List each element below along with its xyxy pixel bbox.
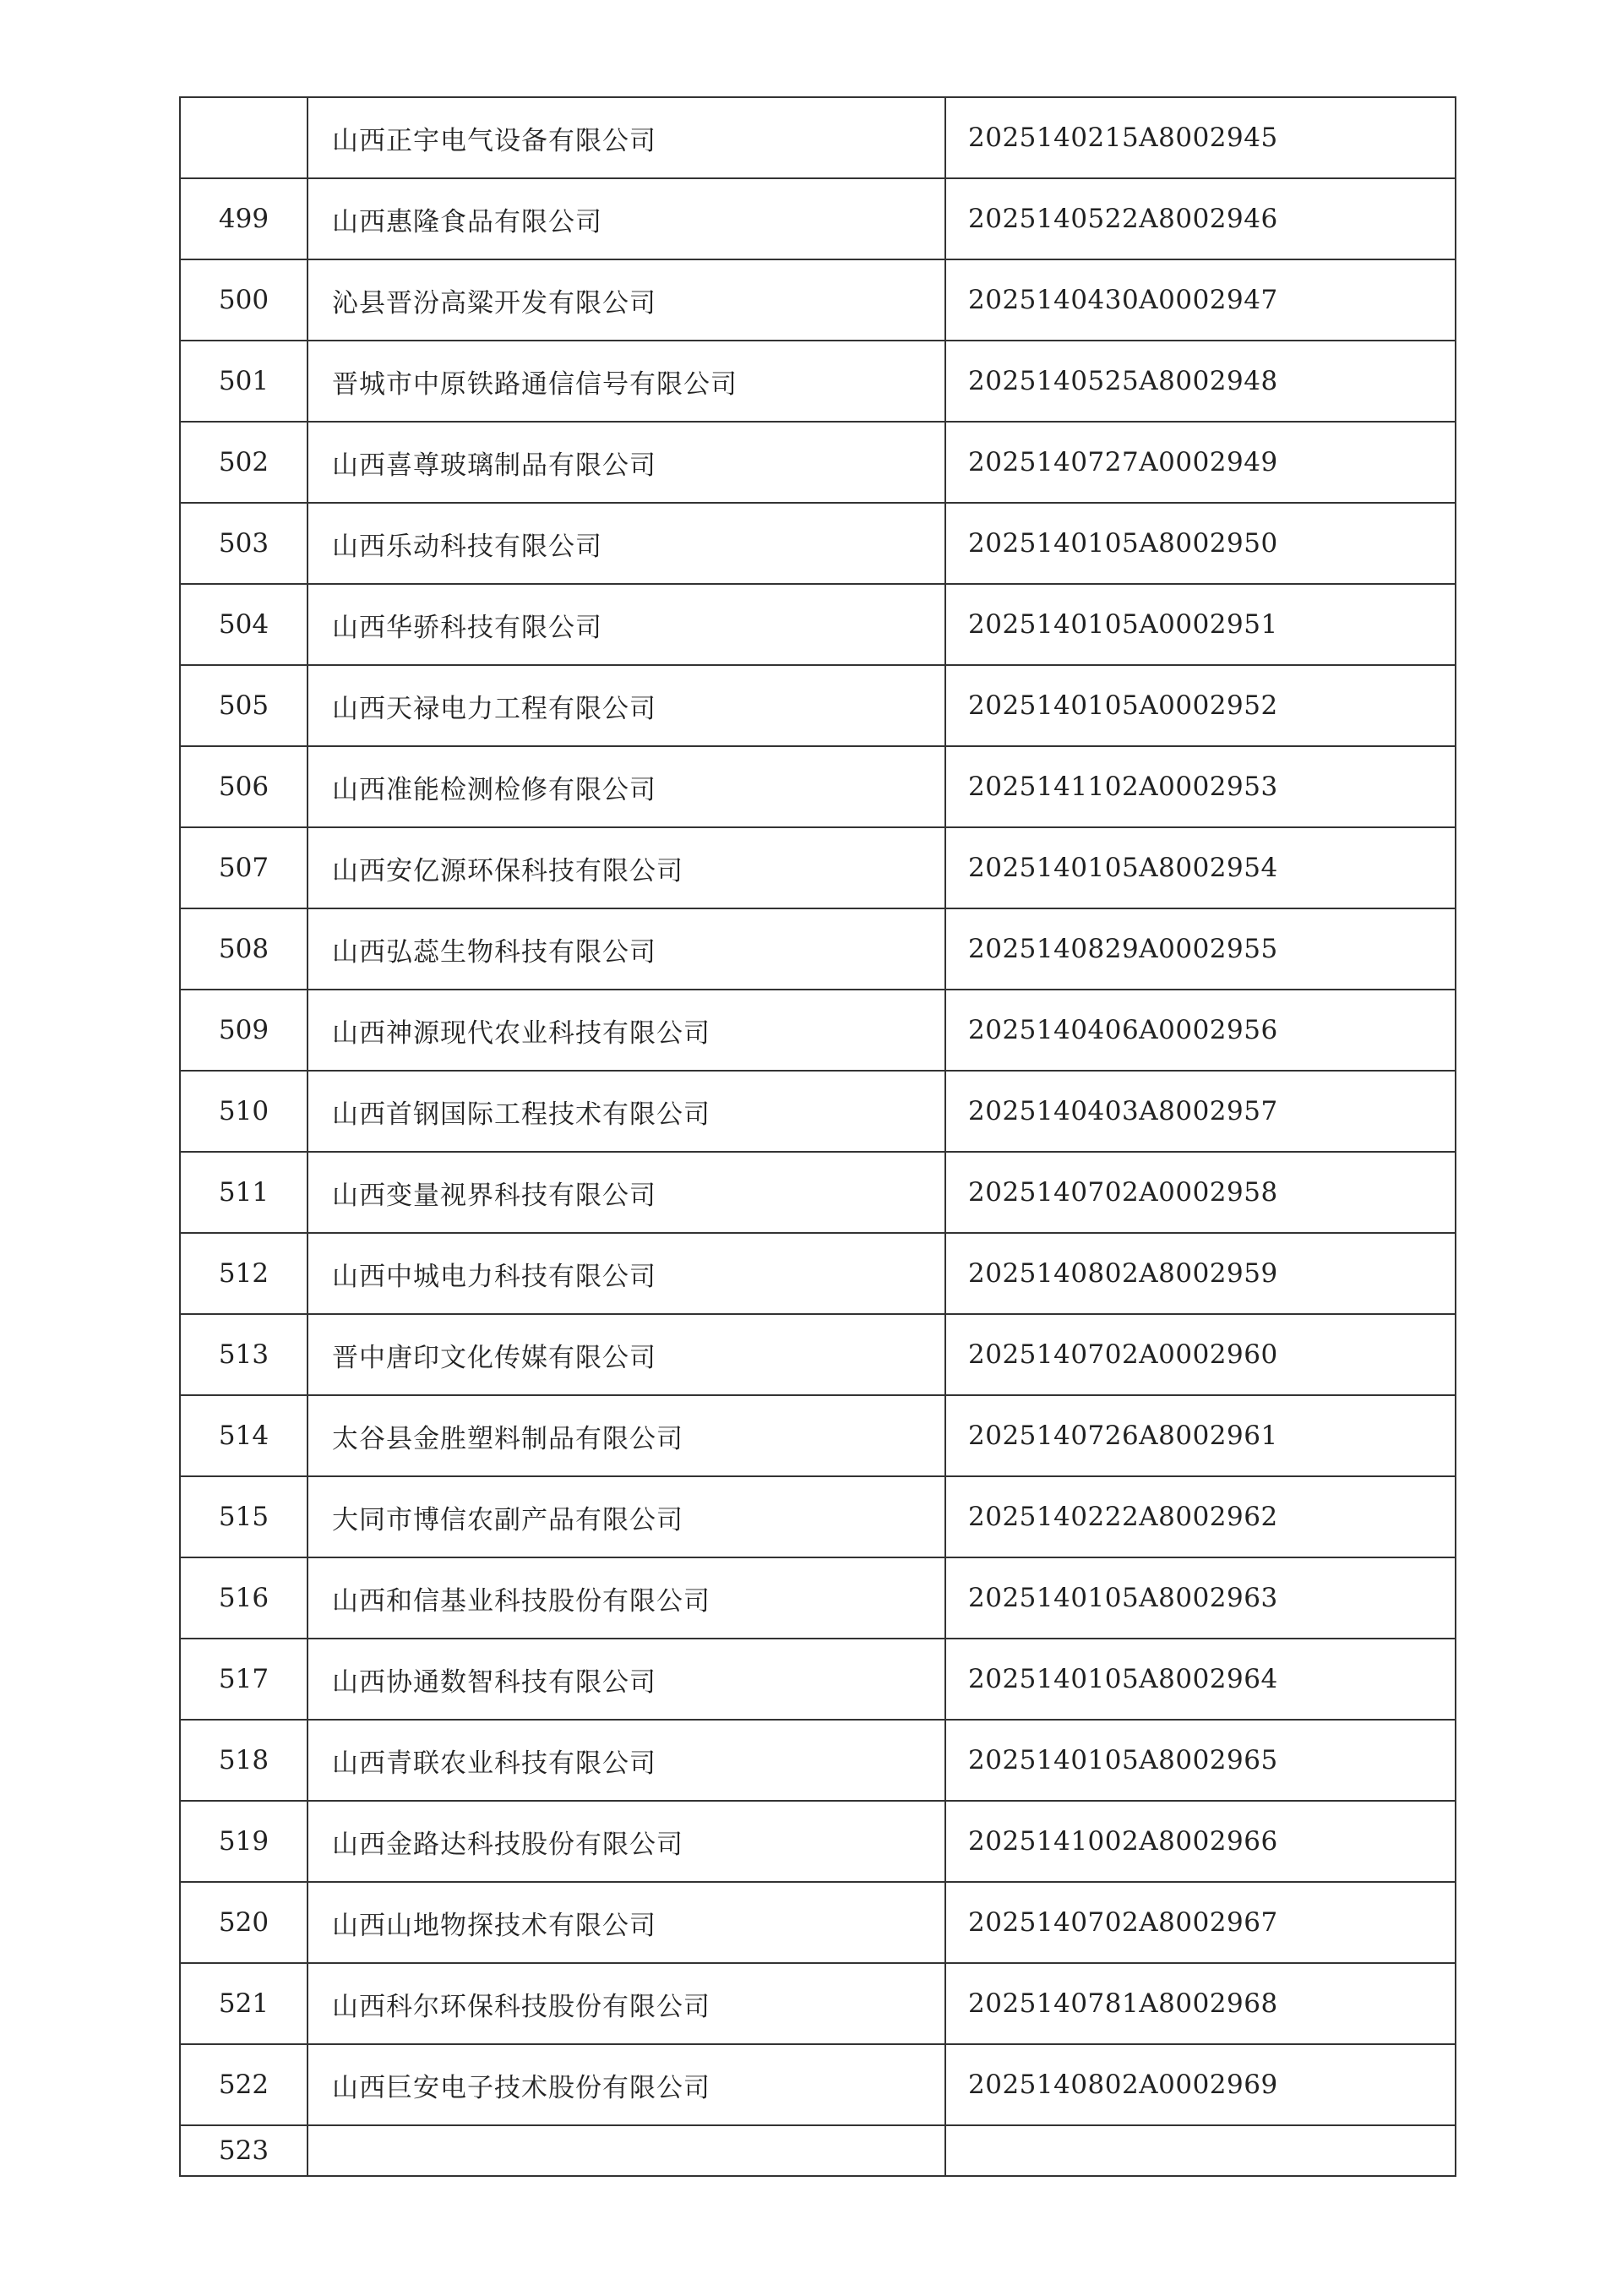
- row-number-cell: [180, 97, 308, 178]
- row-number-cell: 522: [180, 2044, 308, 2125]
- registration-code-cell: 2025140525A8002948: [945, 341, 1456, 422]
- company-name-cell: 山西神源现代农业科技有限公司: [308, 990, 945, 1071]
- registration-code-cell: 2025140702A0002958: [945, 1152, 1456, 1233]
- table-row: [180, 1963, 1456, 2044]
- registration-code-cell: 2025140781A8002968: [945, 1963, 1456, 2044]
- registration-code-cell: 2025140727A0002949: [945, 422, 1456, 503]
- company-name-cell: 山西惠隆食品有限公司: [308, 178, 945, 259]
- registration-code-cell: 2025141102A0002953: [945, 746, 1456, 827]
- table-row: [180, 1557, 1456, 1639]
- company-name-cell: 山西正宇电气设备有限公司: [308, 97, 945, 178]
- table-row: [180, 1233, 1456, 1314]
- registration-code-cell: 2025140430A0002947: [945, 259, 1456, 341]
- registration-code-cell: 2025140105A0002952: [945, 665, 1456, 746]
- row-number-cell: 505: [180, 665, 308, 746]
- table-row: [180, 422, 1456, 503]
- company-name-cell: 山西首钢国际工程技术有限公司: [308, 1071, 945, 1152]
- table-row: [180, 1476, 1456, 1557]
- row-number-cell: 515: [180, 1476, 308, 1557]
- row-number-cell: 507: [180, 827, 308, 908]
- row-number-cell: 506: [180, 746, 308, 827]
- row-number-cell: 518: [180, 1720, 308, 1801]
- table-row: [180, 665, 1456, 746]
- registration-code-cell: 2025140702A8002967: [945, 1882, 1456, 1963]
- row-number-cell: 512: [180, 1233, 308, 1314]
- row-number-cell: 514: [180, 1395, 308, 1476]
- registration-code-cell: 2025140403A8002957: [945, 1071, 1456, 1152]
- row-number-cell: 502: [180, 422, 308, 503]
- row-number-cell: 508: [180, 908, 308, 990]
- row-number-cell: 499: [180, 178, 308, 259]
- company-name-cell: 山西安亿源环保科技有限公司: [308, 827, 945, 908]
- company-name-cell: 山西金路达科技股份有限公司: [308, 1801, 945, 1882]
- company-name-cell: 大同市博信农副产品有限公司: [308, 1476, 945, 1557]
- company-list-table: [179, 96, 1456, 2177]
- registration-code-cell: 2025140222A8002962: [945, 1476, 1456, 1557]
- registration-code-cell: 2025140829A0002955: [945, 908, 1456, 990]
- registration-code-cell: 2025141002A8002966: [945, 1801, 1456, 1882]
- table-row: [180, 97, 1456, 178]
- registration-code-cell: 2025140105A8002964: [945, 1639, 1456, 1720]
- table-row: [180, 2044, 1456, 2125]
- registration-code-cell: 2025140105A8002963: [945, 1557, 1456, 1639]
- company-name-cell: 山西山地物探技术有限公司: [308, 1882, 945, 1963]
- company-name-cell: 山西协通数智科技有限公司: [308, 1639, 945, 1720]
- registration-code-cell: 2025140802A8002959: [945, 1233, 1456, 1314]
- row-number-cell: 517: [180, 1639, 308, 1720]
- company-name-cell: 山西和信基业科技股份有限公司: [308, 1557, 945, 1639]
- company-name-cell: 山西变量视界科技有限公司: [308, 1152, 945, 1233]
- registration-code-cell: 2025140105A0002951: [945, 584, 1456, 665]
- row-number-cell: 509: [180, 990, 308, 1071]
- registration-code-cell: 2025140105A8002954: [945, 827, 1456, 908]
- row-number-cell: 511: [180, 1152, 308, 1233]
- row-number-cell: 504: [180, 584, 308, 665]
- registration-code-cell: 2025140802A0002969: [945, 2044, 1456, 2125]
- table-row: [180, 908, 1456, 990]
- company-name-cell: [308, 2125, 945, 2176]
- company-list-table-container: [179, 96, 1455, 2177]
- registration-code-cell: 2025140522A8002946: [945, 178, 1456, 259]
- company-name-cell: 山西喜尊玻璃制品有限公司: [308, 422, 945, 503]
- row-number-cell: 519: [180, 1801, 308, 1882]
- table-row: [180, 1395, 1456, 1476]
- table-row: [180, 1720, 1456, 1801]
- company-name-cell: 山西准能检测检修有限公司: [308, 746, 945, 827]
- table-row: [180, 746, 1456, 827]
- company-name-cell: 山西中城电力科技有限公司: [308, 1233, 945, 1314]
- table-row: [180, 2125, 1456, 2176]
- table-row: [180, 827, 1456, 908]
- company-name-cell: 晋城市中原铁路通信信号有限公司: [308, 341, 945, 422]
- table-row: [180, 1071, 1456, 1152]
- company-name-cell: 山西科尔环保科技股份有限公司: [308, 1963, 945, 2044]
- table-body: [180, 97, 1456, 2176]
- company-name-cell: 山西青联农业科技有限公司: [308, 1720, 945, 1801]
- table-row: [180, 1314, 1456, 1395]
- company-name-cell: 太谷县金胜塑料制品有限公司: [308, 1395, 945, 1476]
- company-name-cell: 山西乐动科技有限公司: [308, 503, 945, 584]
- table-row: [180, 341, 1456, 422]
- row-number-cell: 500: [180, 259, 308, 341]
- row-number-cell: 516: [180, 1557, 308, 1639]
- row-number-cell: 510: [180, 1071, 308, 1152]
- table-row: [180, 503, 1456, 584]
- registration-code-cell: 2025140702A0002960: [945, 1314, 1456, 1395]
- row-number-cell: 523: [180, 2125, 308, 2176]
- table-row: [180, 178, 1456, 259]
- table-row: [180, 1152, 1456, 1233]
- table-row: [180, 584, 1456, 665]
- row-number-cell: 513: [180, 1314, 308, 1395]
- registration-code-cell: [945, 2125, 1456, 2176]
- row-number-cell: 520: [180, 1882, 308, 1963]
- registration-code-cell: 2025140105A8002965: [945, 1720, 1456, 1801]
- company-name-cell: 山西巨安电子技术股份有限公司: [308, 2044, 945, 2125]
- table-row: [180, 1639, 1456, 1720]
- company-name-cell: 晋中唐印文化传媒有限公司: [308, 1314, 945, 1395]
- table-row: [180, 1882, 1456, 1963]
- registration-code-cell: 2025140105A8002950: [945, 503, 1456, 584]
- table-row: [180, 259, 1456, 341]
- company-name-cell: 沁县晋汾高粱开发有限公司: [308, 259, 945, 341]
- company-name-cell: 山西天禄电力工程有限公司: [308, 665, 945, 746]
- row-number-cell: 501: [180, 341, 308, 422]
- company-name-cell: 山西弘蕊生物科技有限公司: [308, 908, 945, 990]
- table-row: [180, 990, 1456, 1071]
- row-number-cell: 521: [180, 1963, 308, 2044]
- registration-code-cell: 2025140726A8002961: [945, 1395, 1456, 1476]
- company-name-cell: 山西华骄科技有限公司: [308, 584, 945, 665]
- registration-code-cell: 2025140406A0002956: [945, 990, 1456, 1071]
- table-row: [180, 1801, 1456, 1882]
- registration-code-cell: 2025140215A8002945: [945, 97, 1456, 178]
- row-number-cell: 503: [180, 503, 308, 584]
